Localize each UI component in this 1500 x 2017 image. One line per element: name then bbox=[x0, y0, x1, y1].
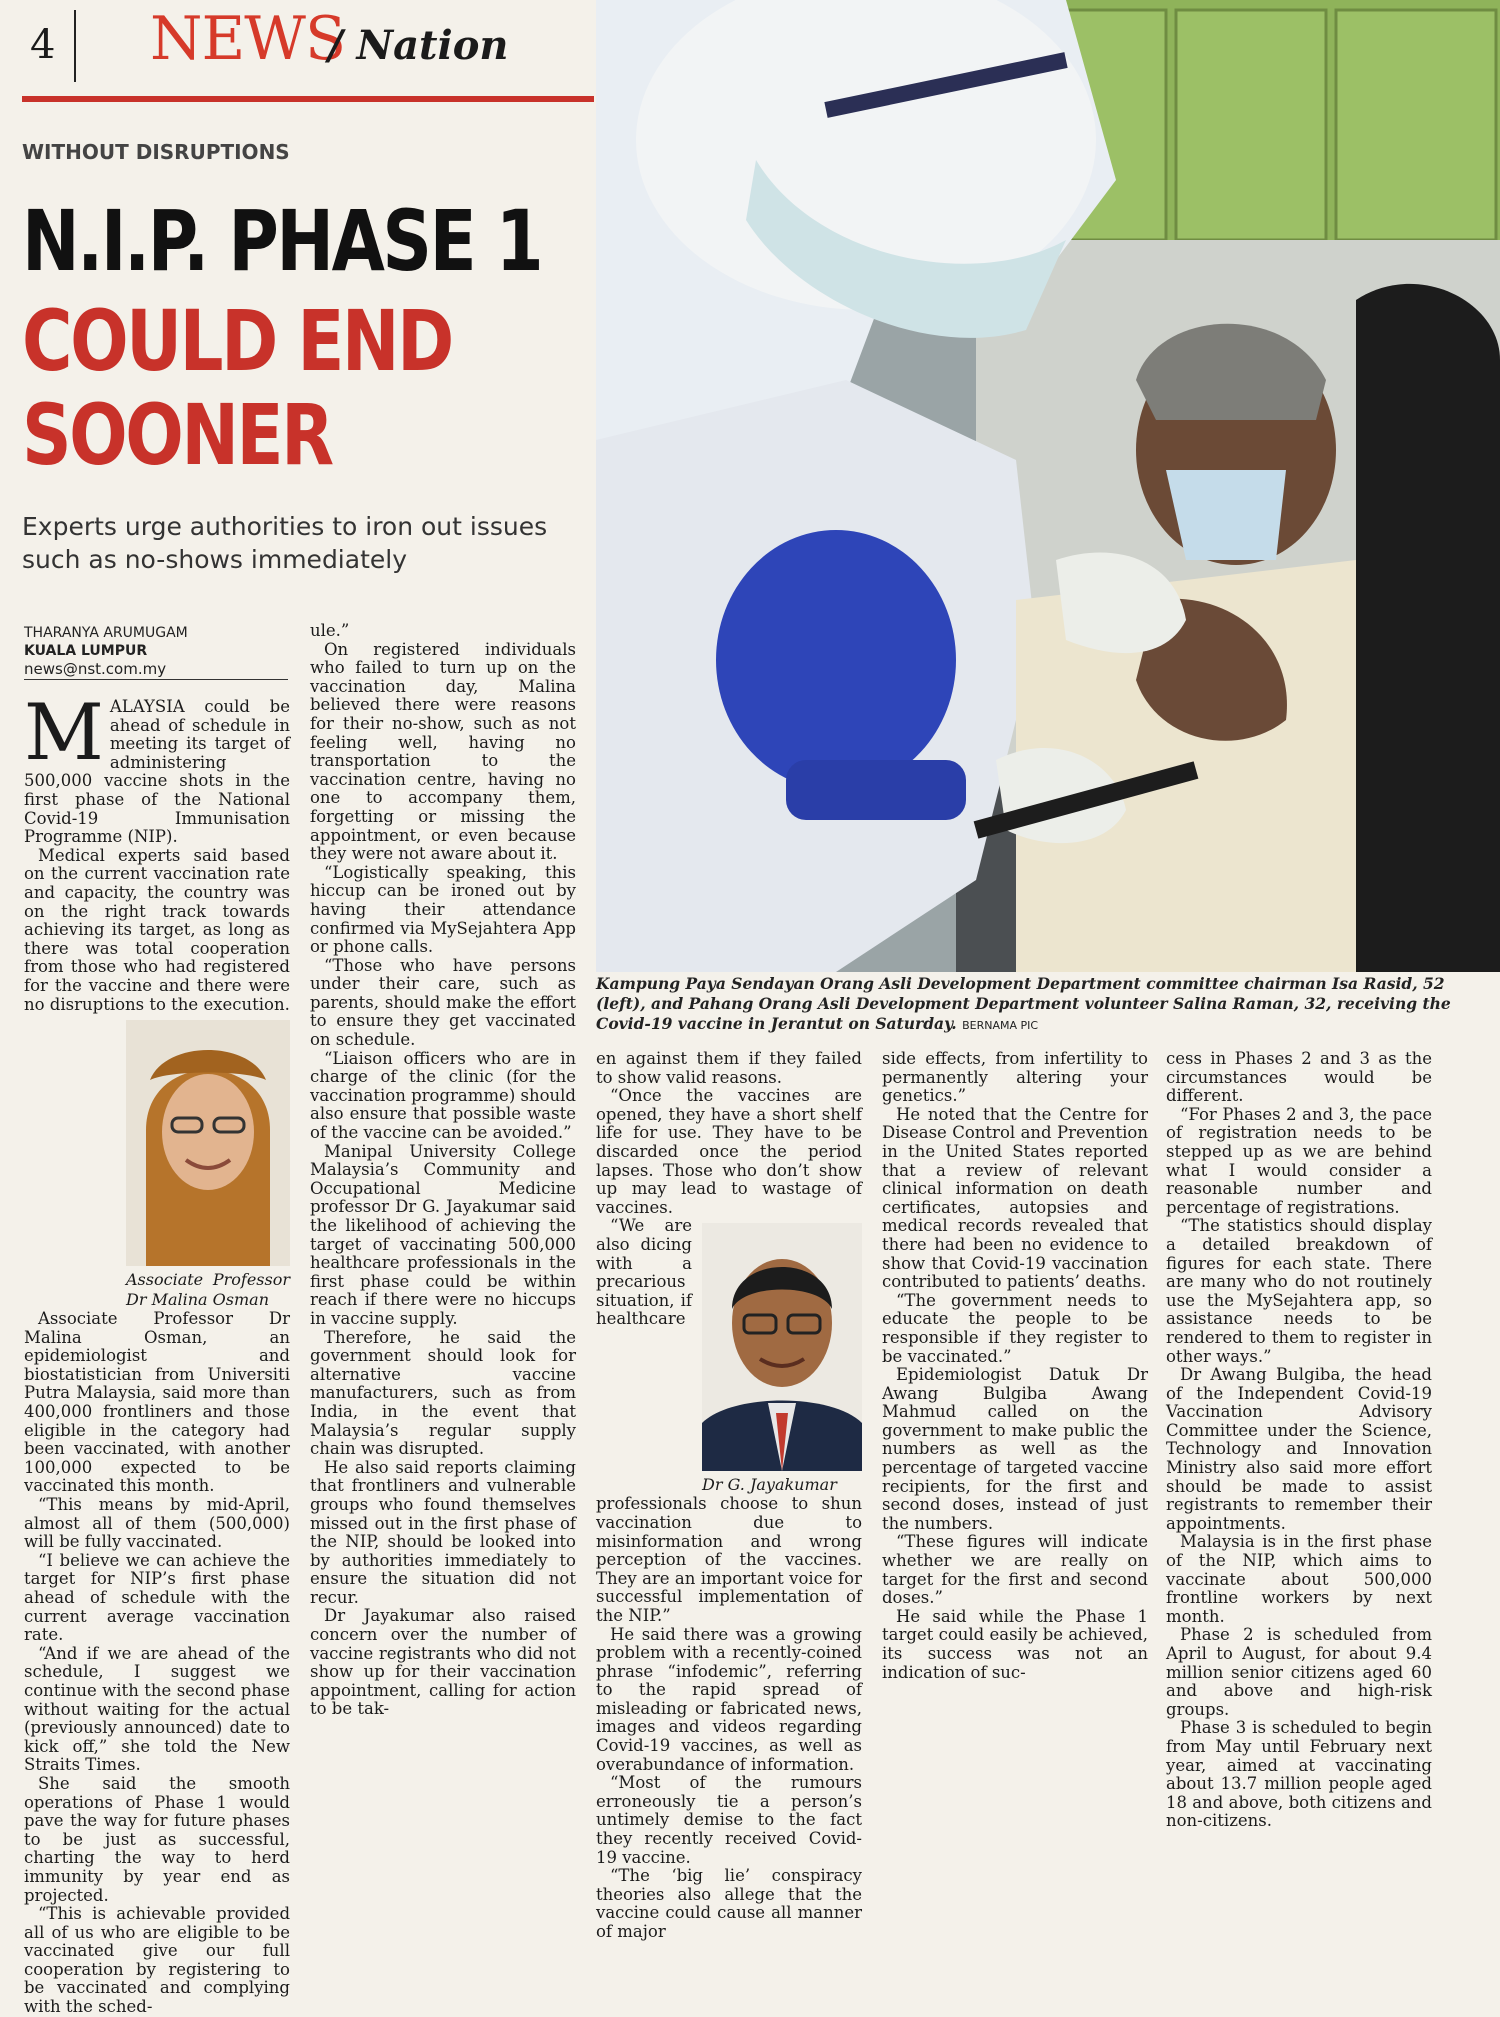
article-column-2 bbox=[310, 622, 576, 1719]
portrait-malina bbox=[114, 1014, 290, 1310]
article-paragraph: “The statistics should display a detailed breakdown of figures for each state. There are many who do not routinely use the MySejahtera app, so assistance needs to be rendered to them to register in other ways.” bbox=[1166, 1216, 1432, 1366]
article-column-4 bbox=[882, 1050, 1148, 1682]
article-paragraph: ule.” bbox=[310, 621, 350, 640]
portrait-malina-photo bbox=[126, 1020, 290, 1266]
masthead-rule bbox=[22, 96, 594, 102]
article-paragraph: MALAYSIA could be ahead of schedule in meeting its target of administering 500,000 vaccine shots in the first phase of the National Covid-19 Immunisation Programme (NIP). bbox=[24, 688, 290, 847]
headline-line-3: SOONER bbox=[22, 386, 332, 484]
byline-email: news@nst.com.my bbox=[24, 660, 167, 678]
photo-credit: BERNAMA PIC bbox=[962, 1019, 1039, 1032]
article-paragraph: Associate Professor Dr Malina Osman, an epidemiologist and biostatistician from Universiti Putra Malaysia, said more than 400,000 frontliners and those eligible in the category had been vaccinated, with another 100,000 expected to be vaccinated this month. bbox=[24, 1309, 290, 1496]
section-title: NEWS bbox=[150, 4, 346, 74]
main-photo bbox=[596, 0, 1500, 972]
portrait-jayakumar-image bbox=[702, 1223, 862, 1471]
subsection-title: / Nation bbox=[328, 22, 509, 69]
vaccination-photo-image bbox=[596, 0, 1500, 972]
article-paragraph: “These figures will indicate whether we are really on target for the first and second doses.” bbox=[882, 1532, 1148, 1608]
photo-caption: Kampung Paya Sendayan Orang Asli Development Department committee chairman Isa Rasid, 52 (left), and Pahang Orang Asli Development Department volunteer Salina Raman, 32, receiving the Covid-19 vaccine in Jerantut on Saturday. BERNAMA PIC bbox=[596, 974, 1451, 1033]
article-paragraph: Epidemiologist Datuk Dr Awang Bulgiba Awang Mahmud called on the government to make public the numbers as well as the percentage of targeted vaccine recipients, for the first and second doses, instead of just the numbers. bbox=[882, 1365, 1148, 1533]
byline bbox=[24, 624, 188, 678]
portrait-jayakumar bbox=[702, 1217, 862, 1495]
standfirst: Experts urge authorities to iron out issues such as no-shows immediately bbox=[22, 512, 548, 574]
article-paragraph: “I believe we can achieve the target for NIP’s first phase ahead of schedule with the current average vaccination rate. bbox=[24, 1550, 290, 1645]
article-paragraph: Phase 3 is scheduled to begin from May until February next year, aimed at vaccinating about 13.7 million people aged 18 and above, both citizens and non-citizens. bbox=[1166, 1718, 1432, 1831]
article-paragraph: Dr Jayakumar also raised concern over the number of vaccine registrants who did not show up for their vaccination appointment, calling for action to be tak- bbox=[310, 1606, 576, 1719]
article-paragraph: “This is achievable provided all of us who are eligible to be vaccinated give our full cooperation by registering to be vaccinated and complying with the sched- bbox=[24, 1904, 290, 2017]
article-column-3 bbox=[596, 1050, 862, 1942]
article-paragraph: “The government needs to educate the people to be responsible if they register to be vaccinated.” bbox=[882, 1290, 1148, 1366]
byline-author: THARANYA ARUMUGAM bbox=[24, 625, 188, 641]
article-paragraph: “We are also dicing with a precarious situation, if healthcare professionals choose to shun vaccination due to misinformation and wrong perception of the vaccines. They are an important voice for successful implementation of the NIP.” bbox=[596, 1216, 862, 1625]
article-paragraph: side effects, from infertility to permanently altering your genetics.” bbox=[882, 1049, 1148, 1106]
article-paragraph: He said there was a growing problem with a recently-coined phrase “infodemic”, referring to the rapid spread of misleading or fabricated news, images and videos regarding Covid-19 vaccines, as well as overabundance of information. bbox=[596, 1624, 862, 1774]
article-paragraph: “For Phases 2 and 3, the pace of registration needs to be stepped up as we are behind what I would consider a reasonable number and percentage of registrations. bbox=[1166, 1104, 1432, 1217]
portrait-jayakumar-caption: Dr G. Jayakumar bbox=[702, 1475, 837, 1495]
article-paragraph: Medical experts said based on the current vaccination rate and capacity, the country was on the right track towards achieving its target, as long as there was total cooperation from those who had registered for the vaccine and there were no disruptions to the execution. bbox=[24, 845, 290, 1014]
portrait-jayakumar-photo bbox=[702, 1223, 862, 1471]
kicker: WITHOUT DISRUPTIONS bbox=[22, 140, 290, 164]
portrait-malina-image bbox=[126, 1020, 290, 1266]
article-paragraph: “Logistically speaking, this hiccup can be ironed out by having their attendance confirmed via MySejahtera App or phone calls. bbox=[310, 862, 576, 957]
article-paragraph: Dr Awang Bulgiba, the head of the Independent Covid-19 Vaccination Advisory Committee under the Science, Technology and Innovation Ministry also said more effort should be made to assist registrants to remember their appointments. bbox=[1166, 1365, 1432, 1533]
headline-line-1: N.I.P. PHASE 1 bbox=[22, 192, 542, 290]
article-paragraph: She said the smooth operations of Phase 1 would pave the way for future phases to be just as successful, charting the way to herd immunity by year end as projected. bbox=[24, 1773, 290, 1905]
article-paragraph: He said while the Phase 1 target could easily be achieved, its success was not an indication of suc- bbox=[882, 1606, 1148, 1682]
article-paragraph: “Once the vaccines are opened, they have a short shelf life for use. They have to be discarded once the period lapses. Those who don’t show up may lead to wastage of vaccines. bbox=[596, 1086, 862, 1217]
article-paragraph: Therefore, he said the government should look for alternative vaccine manufacturers, such as from India, in the event that Malaysia’s regular supply chain was disrupted. bbox=[310, 1327, 576, 1459]
article-paragraph: He noted that the Centre for Disease Control and Prevention in the United States reported that a review of relevant clinical information on death certificates, autopsies and medical records revealed that there had been no evidence to show that Covid-19 vaccination contributed to patients’ deaths. bbox=[882, 1104, 1148, 1292]
drop-cap: M bbox=[24, 688, 104, 778]
article-paragraph: “And if we are ahead of the schedule, I suggest we continue with the second phase without waiting for the actual (previously announced) date to kick off,” she told the New Straits Times. bbox=[24, 1643, 290, 1775]
article-paragraph: Manipal University College Malaysia’s Community and Occupational Medicine professor Dr G. Jayakumar said the likelihood of achieving the target of vaccinating 500,000 healthcare professionals in the first phase could be within reach if there were no hiccups in vaccine supply. bbox=[310, 1141, 576, 1328]
article-paragraph: On registered individuals who failed to turn up on the vaccination day, Malina believed there were reasons for their no-show, such as not feeling well, having no transportation to the vaccination centre, having no one to accompany them, forgetting or missing the appointment, or even because they were not aware about it. bbox=[310, 639, 576, 864]
article-paragraph: Malaysia is in the first phase of the NIP, which aims to vaccinate about 500,000 frontline workers by next month. bbox=[1166, 1532, 1432, 1626]
headline-line-2: COULD END bbox=[22, 292, 452, 390]
article-paragraph: en against them if they failed to show valid reasons. bbox=[596, 1049, 862, 1087]
article-paragraph: “Liaison officers who are in charge of the clinic (for the vaccination programme) should also ensure that possible waste of the vaccine can be avoided.” bbox=[310, 1048, 576, 1143]
byline-rule bbox=[24, 679, 288, 680]
article-paragraph: “Most of the rumours erroneously tie a person’s untimely demise to the fact they recently received Covid-19 vaccine. bbox=[596, 1773, 862, 1867]
article-paragraph: He also said reports claiming that frontliners and vulnerable groups who found themselves missed out in the first phase of the NIP, should be looked into by authorities immediately to ensure the situation did not recur. bbox=[310, 1457, 576, 1607]
portrait-malina-caption: Associate Professor Dr Malina Osman bbox=[126, 1270, 290, 1310]
article-column-5 bbox=[1166, 1050, 1432, 1831]
article-paragraph: cess in Phases 2 and 3 as the circumstances would be different. bbox=[1166, 1049, 1432, 1106]
masthead-divider bbox=[74, 10, 76, 82]
article-paragraph: Phase 2 is scheduled from April to August, for about 9.4 million senior citizens aged 60 and above and high-risk groups. bbox=[1166, 1625, 1432, 1719]
byline-location: KUALA LUMPUR bbox=[24, 643, 148, 659]
page-number: 4 bbox=[30, 22, 56, 68]
article-paragraph: “The ‘big lie’ conspiracy theories also allege that the vaccine could cause all manner of major bbox=[596, 1866, 862, 1941]
article-paragraph: “This means by mid-April, almost all of them (500,000) will be fully vaccinated. bbox=[24, 1495, 290, 1552]
article-paragraph: “Those who have persons under their care, such as parents, should make the effort to ensure they get vaccinated on schedule. bbox=[310, 955, 576, 1050]
article-column-1 bbox=[24, 688, 290, 2017]
